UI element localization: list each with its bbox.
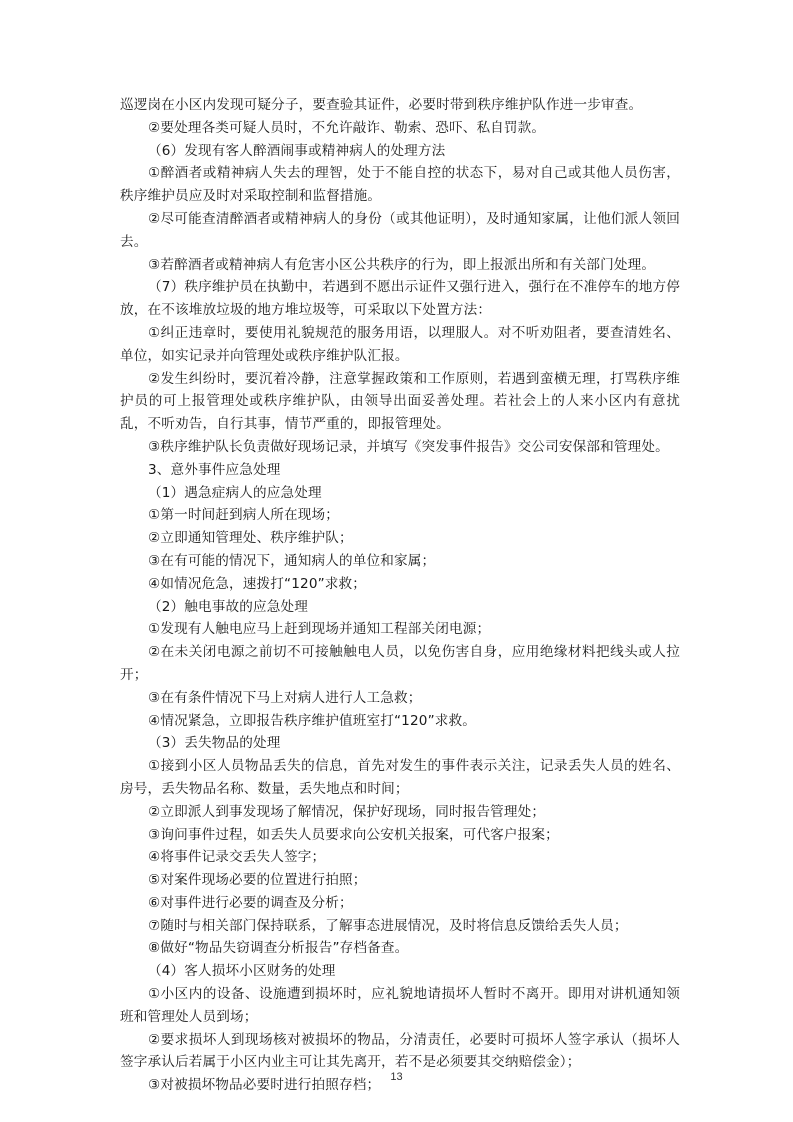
paragraph: ①醉酒者或精神病人失去的理智，处于不能自控的状态下，易对自己或其他人员伤害，秩序维护员应及时对采取控制和监督措施。 (120, 165, 680, 205)
paragraph: ②立即通知管理处、秩序维护队； (148, 530, 353, 547)
paragraph: （1）遇急症病人的应急处理 (148, 484, 322, 501)
paragraph: ④将事件记录交丢失人签字； (148, 849, 326, 866)
paragraph: ①第一时间赶到病人所在现场； (148, 507, 340, 524)
paragraph: ③秩序维护队长负责做好现场记录，并填写《突发事件报告》交公司安保部和管理处。 (148, 438, 669, 455)
paragraph: ③对被损坏物品必要时进行拍照存档； (148, 1077, 381, 1094)
paragraph: ④情况紧急，立即报告秩序维护值班室打“120”求救。 (148, 712, 476, 729)
paragraph: ④如情况危急，速拨打“120”求救； (148, 575, 367, 592)
paragraph: ⑦随时与相关部门保持联系，了解事态进展情况，及时将信息反馈给丢失人员； (148, 917, 628, 934)
paragraph: ②在未关闭电源之前切不可接触触电人员，以免伤害自身，应用绝缘材料把线头或人拉开； (120, 644, 680, 683)
paragraph: （4）客人损坏小区财务的处理 (148, 963, 336, 980)
paragraph: （6）发现有客人醉酒闹事或精神病人的处理方法 (148, 142, 446, 159)
paragraph: ③若醉酒者或精神病人有危害小区公共秩序的行为，即上报派出所和有关部门处理。 (148, 256, 656, 273)
paragraph: ③在有可能的情况下，通知病人的单位和家属； (148, 552, 436, 569)
paragraph: ②要处理各类可疑人员时，不允许敲诈、勒索、恐吓、私自罚款。 (148, 119, 546, 136)
paragraph: ①小区内的设备、设施遭到损坏时，应礼貌地请损坏人暂时不离开。即用对讲机通知领班和管理处人员到场； (120, 986, 680, 1025)
paragraph: ③在有条件情况下马上对病人进行人工急救； (148, 689, 422, 706)
paragraph: （7）秩序维护员在执勤中，若遇到不愿出示证件又强行进入，强行在不准停车的地方停放，在不该堆放垃圾的地方堆垃圾等，可采取以下处置方法： (120, 279, 680, 319)
paragraph: ⑥对事件进行必要的调查及分析； (148, 894, 353, 911)
paragraph: ①发现有人触电应马上赶到现场并通知工程部关闭电源； (148, 621, 491, 638)
paragraph: ⑧做好“物品失窃调查分析报告”存档备查。 (148, 940, 409, 957)
page-number: 13 (390, 1071, 403, 1083)
paragraph: 巡逻岗在小区内发现可疑分子，要查验其证件，必要时带到秩序维护队作进一步审查。 (120, 97, 643, 113)
body-text (120, 94, 680, 1097)
paragraph: ①纠正违章时，要使用礼貌规范的服务用语，以理服人。对不听劝阻者，要查清姓名、单位，如实记录并向管理处或秩序维护队汇报。 (120, 324, 680, 364)
paragraph: 3、意外事件应急处理 (148, 461, 281, 478)
paragraph: ②立即派人到事发现场了解情况，保护好现场，同时报告管理处； (148, 803, 546, 820)
paragraph: ③询问事件过程，如丢失人员要求向公安机关报案，可代客户报案； (148, 826, 559, 843)
paragraph: ⑤对案件现场必要的位置进行拍照； (148, 872, 367, 889)
paragraph: （2）触电事故的应急处理 (148, 598, 308, 615)
paragraph: ②要求损坏人到现场核对被损坏的物品，分清责任，必要时可损坏人签字承认（损坏人签字承认后若属于小区内业主可让其先离开，若不是必须要其交纳赔偿金）； (120, 1031, 680, 1071)
paragraph: ①接到小区人员物品丢失的信息，首先对发生的事件表示关注，记录丢失人员的姓名、房号，丢失物品名称、数量，丢失地点和时间； (120, 758, 680, 797)
paragraph: ②发生纠纷时，要沉着冷静，注意掌握政策和工作原则，若遇到蛮横无理，打骂秩序维护员的可上报管理处或秩序维护队，由领导出面妥善处理。若社会上的人来小区内有意扰乱，不听劝告，自行其事，情节严重的，即报管理处。 (120, 370, 680, 433)
paragraph: （3）丢失物品的处理 (148, 735, 281, 752)
paragraph: ②尽可能查清醉酒者或精神病人的身份（或其他证明），及时通知家属，让他们派人领回去。 (120, 210, 680, 250)
